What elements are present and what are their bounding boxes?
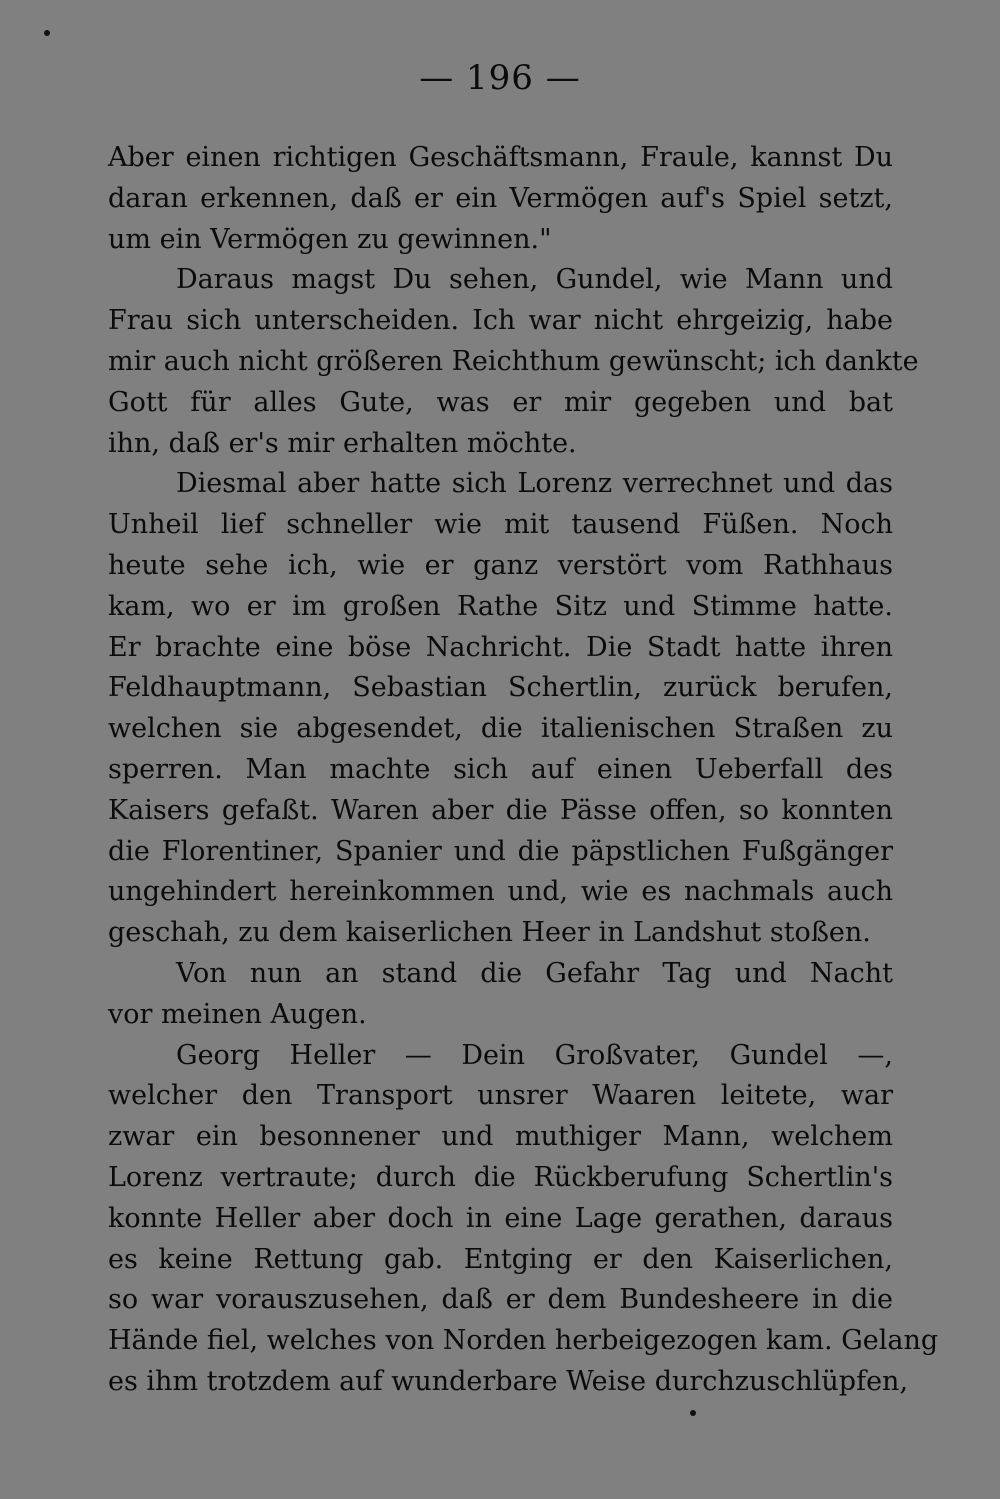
text-line: mir auch nicht größeren Reichthum gewünscht; ich dankte [108, 345, 919, 377]
text-line: geschah, zu dem kaiserlichen Heer in Landshut stoßen. [108, 917, 871, 949]
text-line: ihn, daß er's mir erhalten möchte. [108, 427, 577, 459]
text-line: heute sehe ich, wie er ganz verstört vom Rathhaus [108, 549, 893, 581]
text-line: Feldhauptmann, Sebastian Schertlin, zurück berufen, [108, 672, 893, 704]
text-line: Gott für alles Gute, was er mir gegeben und bat [108, 386, 893, 418]
text-line: Lorenz vertraute; durch die Rückberufung Schertlin's [108, 1161, 893, 1193]
text-line: vor meinen Augen. [108, 998, 367, 1030]
text-line: welcher den Transport unsrer Waaren leitete, war [108, 1080, 893, 1112]
text-line: Diesmal aber hatte sich Lorenz verrechnet und das [176, 468, 893, 500]
text-line: Daraus magst Du sehen, Gundel, wie Mann und [176, 264, 893, 296]
text-line: daran erkennen, daß er ein Vermögen auf's Spiel setzt, [108, 182, 893, 214]
text-line: Hände fiel, welches von Norden herbeigezogen kam. Gelang [108, 1325, 939, 1357]
text-line: so war vorauszusehen, daß er dem Bundesheere in die [108, 1284, 893, 1316]
text-line: Er brachte eine böse Nachricht. Die Stadt hatte ihren [108, 631, 893, 663]
text-line: zwar ein besonnener und muthiger Mann, welchem [108, 1121, 893, 1153]
text-line: Von nun an stand die Gefahr Tag und Nacht [176, 957, 893, 989]
body-text [108, 138, 939, 1403]
text-line: Aber einen richtigen Geschäftsmann, Fraule, kannst Du [108, 142, 893, 173]
text-line: Frau sich unterscheiden. Ich war nicht ehrgeizig, habe [108, 305, 893, 337]
text-line: es ihm trotzdem auf wunderbare Weise durchzuschlüpfen, [108, 1365, 909, 1397]
text-line: die Florentiner, Spanier und die päpstlichen Fußgänger [108, 835, 893, 867]
text-line: Georg Heller — Dein Großvater, Gundel —, [176, 1039, 893, 1071]
text-line: konnte Heller aber doch in eine Lage gerathen, daraus [108, 1202, 893, 1234]
text-line: Kaisers gefaßt. Waren aber die Pässe offen, so konnten [108, 794, 893, 826]
text-line: kam, wo er im großen Rathe Sitz und Stimme hatte. [108, 590, 893, 622]
text-line: um ein Vermögen zu gewinnen." [108, 223, 552, 255]
text-line: welchen sie abgesendet, die italienischen Straßen zu [108, 713, 893, 745]
text-line: Unheil lief schneller wie mit tausend Füßen. Noch [108, 509, 893, 541]
text-line: sperren. Man machte sich auf einen Ueberfall des [108, 753, 893, 785]
page-speck [44, 30, 50, 36]
page-number: — 196 — [419, 58, 581, 98]
text-line: es keine Rettung gab. Entging er den Kaiserlichen, [108, 1243, 893, 1275]
text-line: ungehindert hereinkommen und, wie es nachmals auch [108, 876, 893, 908]
page-speck [690, 1410, 696, 1416]
